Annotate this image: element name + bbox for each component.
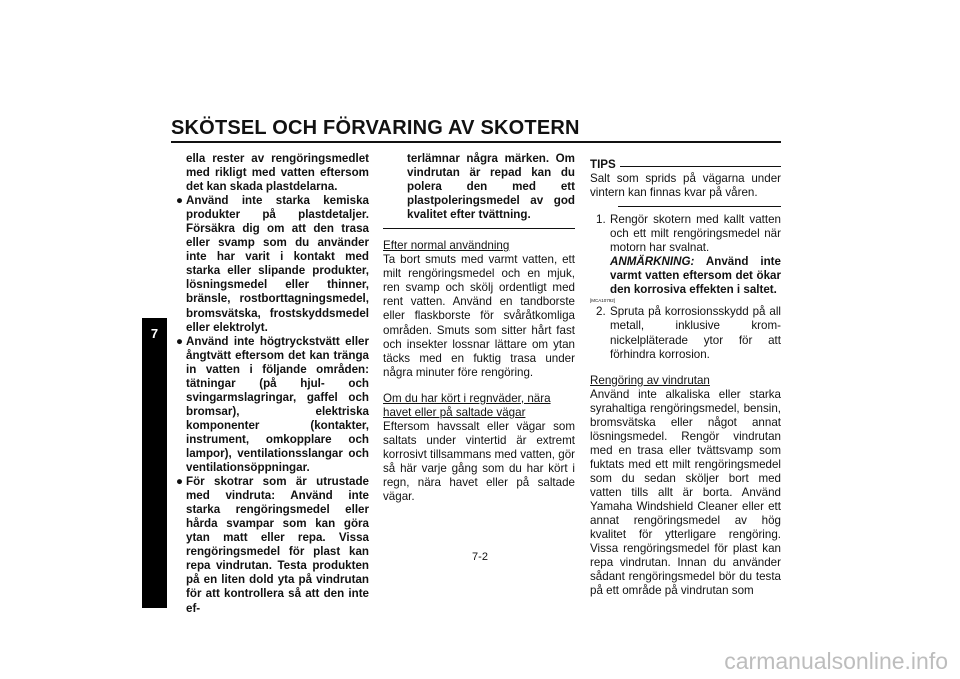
- tips-label: TIPS: [590, 158, 616, 171]
- bullet-icon: ●: [176, 194, 184, 208]
- bullet-text-2: Använd inte högtryckstvätt eller ångtvätt eftersom det kan tränga in vatten i följande områden: tätningar (på hjul- och svingarmslagringar, gaffel och bromsar), elektriska komponenter (kontakter, instrument, omkopplare och lampor), ventilationsslangar och ventilationsöppningar.: [186, 334, 369, 475]
- paragraph-windshield: Använd inte alkaliska eller starka syrahaltiga rengöringsmedel, bensin, bromsvätska eller något annat lösningsmedel. Rengör vindrutan med en trasa eller tvättsvamp som fuktats med ett milt rengöringsmedel som du sedan sköljer bort med vatten tills allt är borta. Använd Yamaha Windshield Cleaner eller ett annat rengöringsmedel av hög kvalitet för ytterligare rengöring. Vissa rengöringsmedel för plast kan repa vindrutan. Innan du använder sådant rengöringsmedel bör du testa på ett område på vindrutan som: [590, 387, 781, 598]
- page-title: SKÖTSEL OCH FÖRVARING AV SKOTERN: [171, 117, 580, 139]
- bullet-item-3: [176, 475, 369, 615]
- section-heading-normal-use: Efter normal användning: [383, 239, 510, 253]
- footer-watermark: carmanualsonline.info: [724, 648, 948, 674]
- title-rule: [171, 141, 781, 143]
- notice-end-rule: [383, 228, 575, 229]
- reference-code: [MCA10792]: [590, 298, 616, 304]
- bullet-item-2: [176, 335, 369, 475]
- chapter-number: 7: [150, 326, 159, 341]
- section-heading-rain-salt: Om du har kört i regnväder, nära havet eller på saltade vägar: [383, 391, 551, 419]
- notice-text: Använd inte varmt vatten eftersom det ökar den korrosiva effekten i saltet.: [610, 255, 781, 297]
- section-heading-windshield: Rengöring av vindrutan: [590, 373, 710, 387]
- tips-text: Salt som sprids på vägarna under vintern kan finnas kvar på våren.: [590, 172, 781, 200]
- bullet-text-3: För skotrar som är utrustade med vindruta: Använd inte starka rengöringsmedel eller hårda svampar som kan göra ytan matt eller repa. Vissa rengöringsmedel för plast kan repa vindrutan. Testa produkten på en liten dold yta på vindrutan för att kontrollera så att den inte ef-: [186, 475, 369, 615]
- paragraph-rain-salt: Eftersom havssalt eller vägar som saltats under vintertid är extremt korrosivt tillsammans med vatten, gör så här varje gång som du har kört i regn, nära havet eller på saltade vägar.: [383, 419, 576, 504]
- bullet-icon: ●: [176, 334, 184, 348]
- bullet-icon: ●: [176, 475, 184, 489]
- step-2: [590, 305, 781, 361]
- notice-label: ANMÄRKNING:: [610, 255, 695, 269]
- column-3: [590, 158, 781, 598]
- tips-header: [590, 158, 781, 172]
- notice: [590, 255, 781, 297]
- page-number: 7-2: [472, 551, 488, 563]
- bullet-item-1: [176, 194, 369, 334]
- step-2-number: 2.: [596, 305, 606, 319]
- column-1: [176, 152, 369, 616]
- bullet-text-1: Använd inte starka kemiska produkter på plastdetaljer. Försäkra dig om att den trasa eller svamp som du använder inte har varit i kontakt med starka eller slipande produkter, lösningsmedel eller thinner, bränsle, rostborttagningsmedel, bromsvätska, frostskyddsmedel eller elektrolyt.: [186, 194, 369, 334]
- step-1: [590, 213, 781, 255]
- column-2: [383, 152, 575, 504]
- chapter-tab: [142, 318, 167, 608]
- step-1-text: Rengör skotern med kallt vatten och ett milt rengöringsmedel när motorn har svalnat.: [610, 213, 781, 255]
- tips-rule: [620, 166, 781, 167]
- col1-intro: ella rester av rengöringsmedlet med rikligt med vatten eftersom det kan skada plastdelarna.: [186, 152, 369, 194]
- paragraph-normal-use: Ta bort smuts med varmt vatten, ett milt rengöringsmedel och en mjuk, ren svamp och skölj ordentligt med rent vatten. Använd en tandborste eller flaskborste för svåråtkomliga områden. Smuts som sitter hårt fast och insekter lossnar lättare om ytan täcks med en fuktig trasa under några minuter före rengöring.: [383, 253, 575, 379]
- step-2-text: Spruta på korrosionsskydd på all metall, inklusive krom-nickelpläterade ytor för att förhindra korrosion.: [610, 305, 781, 361]
- col2-continuation: terlämnar några märken. Om vindrutan är repad kan du polera den med ett plastpoleringsmedel av god kvalitet efter tvättning.: [407, 152, 575, 222]
- tips-end-rule: [618, 206, 781, 207]
- step-1-number: 1.: [596, 213, 606, 227]
